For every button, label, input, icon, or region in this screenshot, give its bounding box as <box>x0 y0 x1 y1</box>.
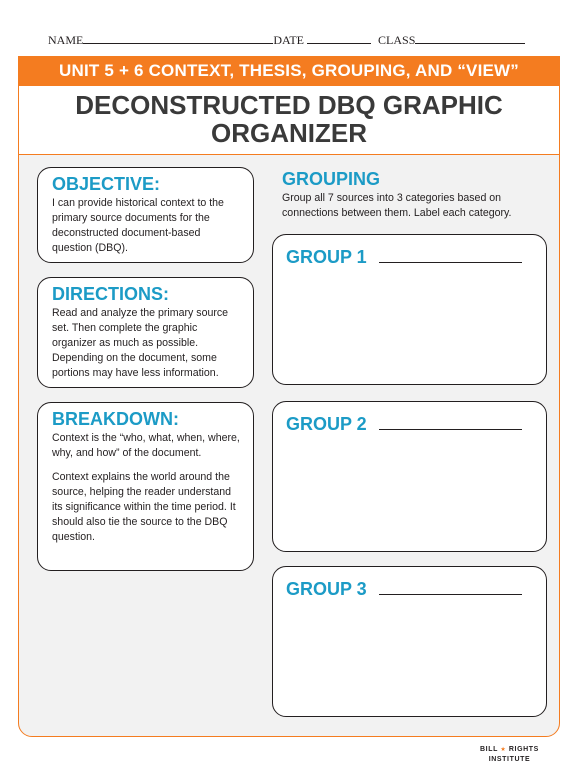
date-field[interactable] <box>307 33 371 44</box>
title-line-2: ORGANIZER <box>211 118 367 148</box>
class-label: CLASS <box>378 33 416 47</box>
page-title <box>19 86 559 147</box>
student-info-line <box>48 33 525 48</box>
name-field[interactable] <box>83 33 273 44</box>
star-icon: ★ <box>500 747 507 753</box>
name-label: NAME <box>48 33 84 47</box>
unit-banner: UNIT 5 + 6 CONTEXT, THESIS, GROUPING, AND “VIEW” <box>18 56 560 86</box>
title-box <box>19 86 559 155</box>
directions-heading: DIRECTIONS: <box>52 284 169 304</box>
group-3-label-line[interactable] <box>379 594 522 595</box>
group-1-label: GROUP 1 <box>286 247 367 267</box>
group-2-label: GROUP 2 <box>286 414 367 434</box>
title-line-1: DECONSTRUCTED DBQ GRAPHIC <box>75 90 503 120</box>
group-1-label-line[interactable] <box>379 262 522 263</box>
directions-card <box>37 277 254 388</box>
grouping-instructions: Group all 7 sources into 3 categories based on connections between them. Label each category. <box>282 192 512 219</box>
grouping-heading: GROUPING <box>282 169 381 189</box>
objective-heading: OBJECTIVE: <box>52 174 161 194</box>
breakdown-para-1: Context is the “who, what, when, where, why, and how” of the document. <box>52 432 240 459</box>
breakdown-card <box>37 402 254 571</box>
objective-text: I can provide historical context to the primary source documents for the deconstructed document-based question (DBQ). <box>52 197 224 254</box>
group-2-box[interactable] <box>272 401 547 552</box>
group-1-box[interactable] <box>272 234 547 385</box>
group-2-label-line[interactable] <box>379 429 522 430</box>
breakdown-heading: BREAKDOWN: <box>52 409 179 429</box>
date-label: DATE <box>273 33 305 47</box>
logo-line-1: BILL ★ RIGHTS <box>480 746 539 753</box>
bill-of-rights-institute-logo <box>480 745 539 764</box>
group-3-label: GROUP 3 <box>286 579 367 599</box>
directions-text: Read and analyze the primary source set. Then complete the graphic organizer as much as possible. Depending on the document, some portions may have less information. <box>52 307 229 379</box>
class-field[interactable] <box>415 33 525 44</box>
group-3-box[interactable] <box>272 566 547 717</box>
objective-card <box>37 167 254 263</box>
logo-line-2: INSTITUTE <box>488 756 531 763</box>
breakdown-para-2: Context explains the world around the source, helping the reader understand its significance within the time period. It should also tie the source to the DBQ question. <box>52 471 236 543</box>
